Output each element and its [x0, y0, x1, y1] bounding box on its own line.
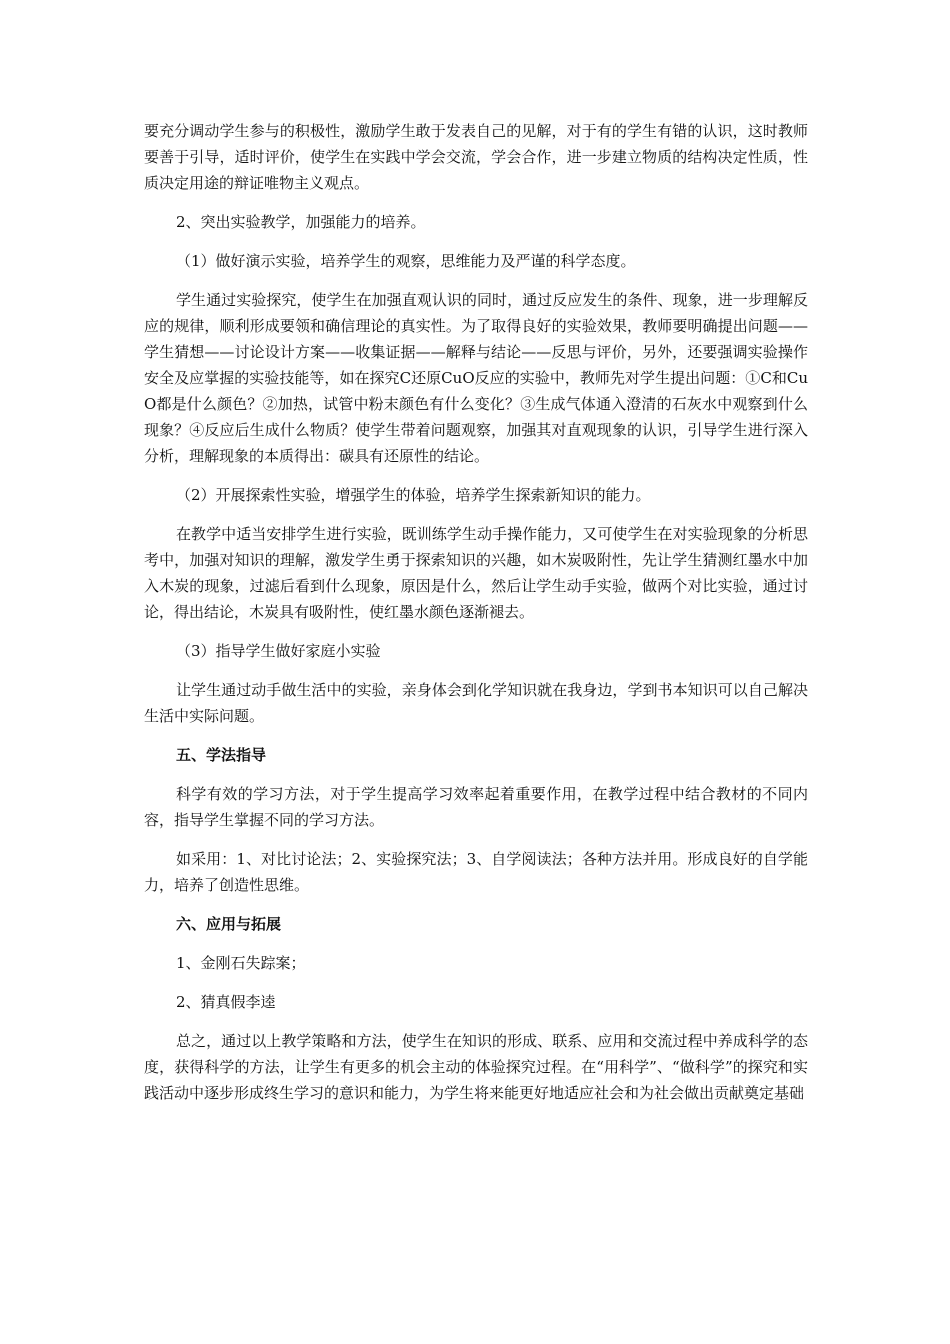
paragraph-study-methods: 科学有效的学习方法，对于学生提高学习效率起着重要作用，在教学过程中结合教材的不同内容，指导学生掌握不同的学习方法。: [144, 785, 808, 829]
document-body: [144, 118, 808, 1106]
application-item-1: 1、金刚石失踪案；: [176, 954, 306, 972]
section-heading-study-methods: 五、学法指导: [176, 746, 267, 764]
subitem-2-exploratory: （2）开展探索性实验，增强学生的体验，培养学生探索新知识的能力。: [176, 486, 651, 504]
paragraph-conclusion: 总之，通过以上教学策略和方法，使学生在知识的形成、联系、应用和交流过程中养成科学的态度，获得科学的方法，让学生有更多的机会主动的体验探究过程。在“用科学”、“做科学”的探究和实践活动中逐步形成终生学习的意识和能力，为学生将来能更好地适应社会和为社会做出贡献奠定基础: [144, 1032, 808, 1102]
paragraph-experiment-inquiry: 学生通过实验探究，使学生在加强直观认识的同时，通过反应发生的条件、现象，进一步理解反应的规律，顺利形成要领和确信理论的真实性。为了取得良好的实验效果，教师要明确提出问题——学生猜想——讨论设计方案——收集证据——解释与结论——反思与评价，另外，还要强调实验操作安全及应掌握的实验技能等，如在探究C还原CuO反应的实验中，教师先对学生提出问题：①C和CuO都是什么颜色？②加热，试管中粉末颜色有什么变化？③生成气体通入澄清的石灰水中观察到什么现象？④反应后生成什么物质？使学生带着问题观察，加强其对直观现象的认识，引导学生进行深入分析，理解现象的本质得出：碳具有还原性的结论。: [144, 291, 808, 465]
application-item-2: 2、猜真假李逵: [176, 993, 276, 1011]
paragraph-home-experiment: 让学生通过动手做生活中的实验，亲身体会到化学知识就在我身边，学到书本知识可以自己解决生活中实际问题。: [144, 681, 808, 725]
item-2-experiment-teaching: 2、突出实验教学，加强能力的培养。: [176, 213, 426, 231]
paragraph-methods-list: 如采用：1、对比讨论法；2、实验探究法；3、自学阅读法；各种方法并用。形成良好的自学能力，培养了创造性思维。: [144, 850, 808, 894]
paragraph-charcoal-adsorption: 在教学中适当安排学生进行实验，既训练学生动手操作能力，又可使学生在对实验现象的分析思考中，加强对知识的理解，激发学生勇于探索知识的兴趣，如木炭吸附性，先让学生猜测红墨水中加入木炭的现象，过滤后看到什么现象，原因是什么，然后让学生动手实验，做两个对比实验，通过讨论，得出结论，木炭具有吸附性，使红墨水颜色逐渐褪去。: [144, 525, 808, 621]
subitem-1-demonstration: （1）做好演示实验，培养学生的观察，思维能力及严谨的科学态度。: [176, 252, 636, 270]
subitem-3-home-experiment: （3）指导学生做好家庭小实验: [176, 642, 381, 660]
section-heading-application: 六、应用与拓展: [176, 915, 282, 933]
paragraph-continuation: 要充分调动学生参与的积极性，激励学生敢于发表自己的见解，对于有的学生有错的认识，这时教师要善于引导，适时评价，使学生在实践中学会交流，学会合作，进一步建立物质的结构决定性质，性质决定用途的辩证唯物主义观点。: [144, 122, 808, 192]
